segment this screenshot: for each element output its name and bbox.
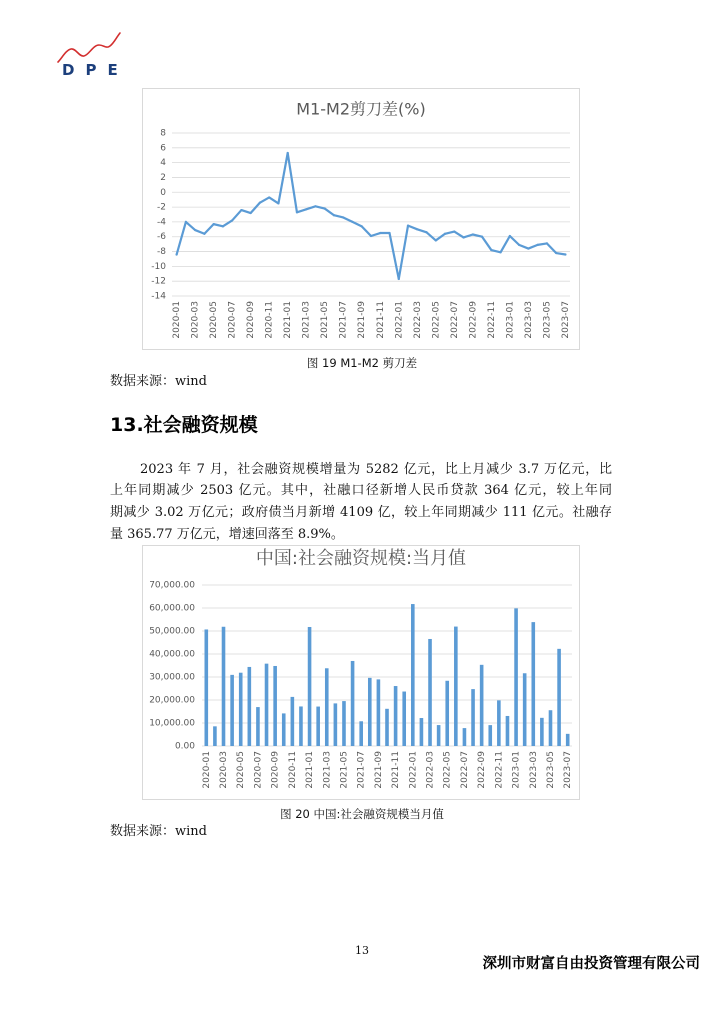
x-tick-label: 2020-01 — [201, 751, 212, 789]
y-tick-label: 0 — [160, 187, 166, 198]
x-tick-label: 2020-05 — [236, 751, 247, 789]
bar — [480, 665, 484, 746]
y-tick-label: -8 — [157, 247, 166, 258]
x-tick-label: 2022-07 — [449, 301, 460, 339]
x-tick-label: 2021-03 — [322, 751, 333, 789]
bar — [394, 686, 398, 746]
data-source: 数据来源：wind — [110, 824, 207, 839]
x-tick-label: 2021-11 — [391, 751, 402, 789]
bar — [531, 622, 535, 746]
gridlines — [172, 133, 570, 296]
bar — [342, 701, 346, 746]
series-line — [177, 153, 566, 279]
bar — [282, 713, 286, 746]
x-tick-label: 2023-05 — [542, 301, 553, 339]
data-point — [268, 196, 270, 198]
bar — [299, 706, 303, 746]
x-tick-label: 2023-03 — [523, 301, 534, 339]
paragraph-line: 2023 年 7 月，社会融资规模增量为 5282 亿元，比上月减少 3.7 万亿元，比 — [140, 462, 612, 477]
data-point — [388, 232, 390, 234]
x-tick-label: 2022-03 — [412, 301, 423, 339]
m1-m2-gap-chart — [142, 88, 580, 350]
x-tick-label: 2020-11 — [287, 751, 298, 789]
x-tick-label: 2023-07 — [560, 301, 571, 339]
y-tick-label: -14 — [151, 291, 166, 302]
bar — [566, 734, 570, 746]
bar — [291, 697, 295, 746]
bar — [351, 661, 355, 746]
data-point — [231, 219, 233, 221]
footer-company-name: 深圳市财富自由投资管理有限公司 — [482, 955, 700, 972]
figure-caption: 图 20 中国:社会融资规模当月值 — [280, 807, 444, 821]
data-point — [324, 207, 326, 209]
data-point — [213, 223, 215, 225]
x-tick-label: 2023-07 — [563, 751, 574, 789]
data-point — [425, 231, 427, 233]
data-point — [564, 253, 566, 255]
y-tick-label: 70,000.00 — [149, 580, 195, 591]
y-tick-label: 60,000.00 — [149, 603, 195, 614]
data-point — [342, 216, 344, 218]
x-tick-label: 2020-09 — [246, 301, 257, 339]
m1-m2-gap-chart-canvas — [142, 88, 580, 350]
x-tick-label: 2021-01 — [305, 751, 316, 789]
bar — [557, 649, 561, 746]
y-tick-label: 30,000.00 — [149, 672, 195, 683]
bar — [222, 627, 226, 746]
x-tick-label: 2022-09 — [477, 751, 488, 789]
bar — [497, 700, 501, 746]
y-tick-label: 10,000.00 — [149, 718, 195, 729]
x-tick-label: 2020-07 — [253, 751, 264, 789]
y-tick-label: 8 — [160, 128, 166, 139]
bar — [445, 681, 449, 746]
data-point — [305, 208, 307, 210]
data-point — [314, 205, 316, 207]
x-tick-label: 2021-11 — [375, 301, 386, 339]
x-tick-label: 2021-01 — [283, 301, 294, 339]
x-tick-label: 2022-05 — [431, 301, 442, 339]
bar — [385, 709, 389, 746]
chart-title: 中国:社会融资规模:当月值 — [255, 548, 467, 569]
bar — [316, 707, 320, 746]
bar — [265, 664, 269, 746]
data-point — [194, 229, 196, 231]
bar — [273, 666, 277, 746]
data-point — [518, 244, 520, 246]
x-tick-label: 2023-01 — [505, 301, 516, 339]
bar — [523, 673, 527, 746]
x-tick-label: 2022-01 — [408, 751, 419, 789]
y-tick-label: 50,000.00 — [149, 626, 195, 637]
paragraph-line: 期减少 3.02 万亿元；政府债当月新增 4109 亿，较上年同期减少 111 亿元。社融存 — [110, 505, 612, 520]
x-tick-label: 2022-11 — [494, 751, 505, 789]
x-tick-label: 2021-05 — [320, 301, 331, 339]
data-point — [462, 236, 464, 238]
data-source: 数据来源：wind — [110, 374, 207, 389]
bar — [230, 675, 234, 746]
data-point — [407, 225, 409, 227]
data-point — [361, 225, 363, 227]
paragraph-line: 上年同期减少 2503 亿元。其中，社融口径新增人民币贷款 364 亿元，较上年同 — [110, 483, 612, 498]
bar — [213, 726, 217, 746]
x-tick-label: 2020-01 — [172, 301, 183, 339]
figure-caption: 图 19 M1-M2 剪刀差 — [306, 356, 418, 370]
x-tick-label: 2023-01 — [511, 751, 522, 789]
bar — [402, 692, 406, 746]
x-tick-label: 2021-09 — [357, 301, 368, 339]
data-point — [444, 233, 446, 235]
data-point — [527, 247, 529, 249]
bar — [256, 707, 260, 746]
data-point — [185, 221, 187, 223]
bar — [471, 689, 475, 746]
bar — [428, 639, 432, 746]
data-point — [379, 232, 381, 234]
bar — [239, 673, 243, 746]
bar — [411, 604, 415, 746]
data-point — [398, 278, 400, 280]
data-point — [203, 233, 205, 235]
x-tick-label: 2020-05 — [209, 301, 220, 339]
y-tick-label: -10 — [151, 261, 166, 272]
bar — [506, 716, 510, 746]
x-tick-label: 2022-03 — [425, 751, 436, 789]
x-tick-label: 2022-09 — [468, 301, 479, 339]
section-heading: 13.社会融资规模 — [110, 414, 258, 436]
y-tick-label: 40,000.00 — [149, 649, 195, 660]
data-point — [250, 212, 252, 214]
x-tick-label: 2022-01 — [394, 301, 405, 339]
data-point — [296, 211, 298, 213]
bar — [454, 627, 458, 746]
x-tick-label: 2021-03 — [301, 301, 312, 339]
y-tick-label: -12 — [151, 276, 166, 287]
x-tick-label: 2021-05 — [339, 751, 350, 789]
data-point — [222, 225, 224, 227]
x-tick-label: 2022-05 — [442, 751, 453, 789]
bar — [463, 728, 467, 746]
data-point — [537, 244, 539, 246]
bar — [308, 627, 312, 746]
x-tick-label: 2023-05 — [545, 751, 556, 789]
data-point — [555, 252, 557, 254]
paragraph-line: 量 365.77 万亿元，增速回落至 8.9%。 — [110, 527, 344, 542]
y-tick-label: -4 — [157, 217, 166, 228]
data-point — [333, 214, 335, 216]
y-tick-label: 4 — [160, 158, 166, 169]
page-number: 13 — [355, 944, 369, 957]
bar — [488, 725, 492, 746]
data-point — [240, 209, 242, 211]
data-point — [370, 235, 372, 237]
data-point — [499, 251, 501, 253]
x-tick-label: 2020-11 — [264, 301, 275, 339]
y-tick-label: 20,000.00 — [149, 695, 195, 706]
y-tick-label: 6 — [160, 143, 166, 154]
x-tick-label: 2020-03 — [190, 301, 201, 339]
data-point — [259, 202, 261, 204]
bar — [205, 629, 209, 746]
x-tick-label: 2023-03 — [528, 751, 539, 789]
bar — [514, 608, 518, 746]
data-point — [481, 236, 483, 238]
x-tick-label: 2022-11 — [486, 301, 497, 339]
x-tick-label: 2020-03 — [219, 751, 230, 789]
chart-title: M1-M2剪刀差(%) — [296, 99, 426, 119]
bar — [420, 718, 424, 746]
data-point — [287, 152, 289, 154]
social-financing-chart — [142, 545, 580, 800]
bar — [359, 721, 363, 746]
y-tick-label: -2 — [157, 202, 166, 213]
x-tick-label: 2021-07 — [356, 751, 367, 789]
bar — [437, 725, 441, 746]
bar — [248, 667, 252, 746]
x-tick-label: 2021-07 — [338, 301, 349, 339]
data-point — [546, 242, 548, 244]
company-logo-text: DPE — [62, 61, 129, 79]
bar — [334, 703, 338, 746]
data-point — [435, 239, 437, 241]
x-tick-label: 2022-07 — [459, 751, 470, 789]
data-point — [453, 230, 455, 232]
x-tick-label: 2021-09 — [373, 751, 384, 789]
bar — [540, 718, 544, 746]
social-financing-chart-canvas — [142, 545, 580, 800]
data-point — [490, 249, 492, 251]
data-point — [351, 221, 353, 223]
y-tick-label: 0.00 — [174, 741, 195, 752]
data-point — [176, 253, 178, 255]
data-point — [277, 202, 279, 204]
bar — [549, 710, 553, 746]
data-point — [416, 228, 418, 230]
x-tick-label: 2020-07 — [227, 301, 238, 339]
data-point — [509, 235, 511, 237]
x-tick-label: 2020-09 — [270, 751, 281, 789]
bar — [325, 668, 329, 746]
bar — [377, 679, 381, 746]
data-point — [472, 233, 474, 235]
y-tick-label: -6 — [157, 232, 166, 243]
y-tick-label: 2 — [160, 172, 166, 183]
bar — [368, 678, 372, 746]
